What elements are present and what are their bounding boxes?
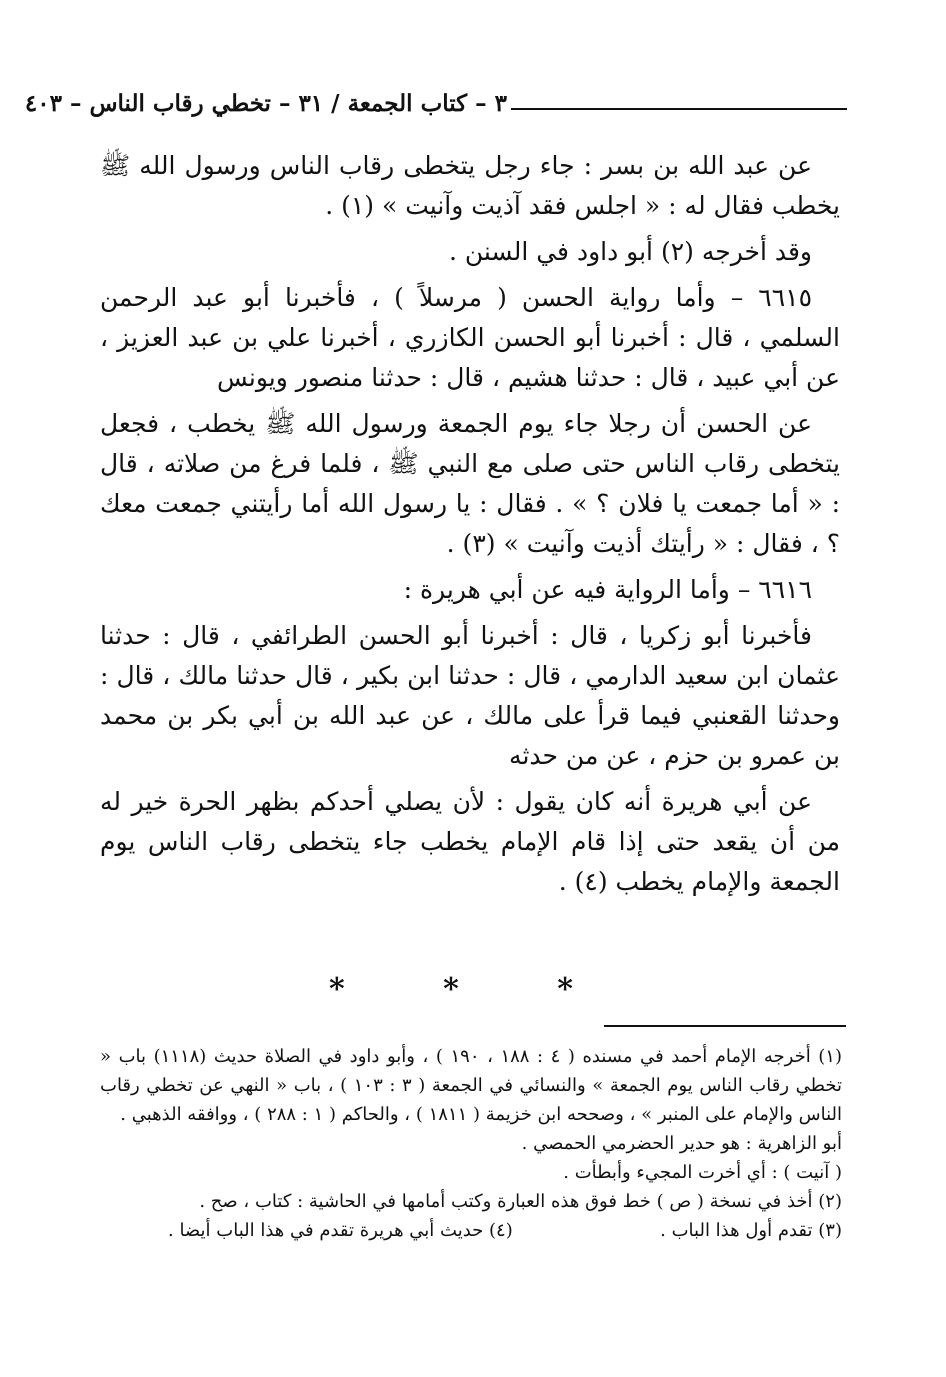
running-header: [24, 86, 847, 126]
paragraph-abu-hurayra-isnad: فأخبرنا أبو زكريا ، قال : أخبرنا أبو الحسن الطرائفي ، قال : حدثنا عثمان ابن سعيد الدارمي ، قال : حدثنا ابن بكير ، قال حدثنا مالك ، قال : وحدثنا القعنبي فيما قرأ على مالك ، عن عبد الله بن أبي بكر بن محمد بن عمرو بن حزم ، عن من حدثه: [100, 621, 840, 770]
footnote-row-3-4: [100, 1216, 842, 1245]
paragraph-abu-dawud: وقد أخرجه (٢) أبو داود في السنن .: [448, 237, 812, 266]
paragraph-6616-heading: ٦٦١٦ – وأما الرواية فيه عن أبي هريرة :: [403, 575, 812, 604]
footnote-aanayta: ( آنيت ) : أي أخرت المجيء وأبطأت .: [563, 1162, 842, 1183]
paragraph-hasan-matn: عن الحسن أن رجلا جاء يوم الجمعة ورسول الله ﷺ يخطب ، فجعل يتخطى رقاب الناس حتى صلى مع النبي ﷺ ، فلما فرغ من صلاته ، قال : « أما جمعت يا فلان ؟ » . فقال : يا رسول الله أما رأيتني جمعت معك ؟ ، فقال : « رأيتك أذيت وآنيت » (٣) .: [100, 409, 840, 558]
footnote-zahiriyya: أبو الزاهرية : هو حدير الحضرمي الحمصي .: [521, 1133, 842, 1154]
footnote-4: (٤) حديث أبي هريرة تقدم في هذا الباب أيضا .: [168, 1220, 513, 1241]
header-rule: [511, 108, 847, 110]
footnote-rule: [604, 1025, 846, 1027]
section-separator: * * *: [329, 972, 617, 1007]
footnotes: [100, 1042, 842, 1245]
running-title: ٣ – كتاب الجمعة / ٣١ – تخطي رقاب الناس – ٤٠٣: [24, 90, 507, 117]
paragraph-abu-hurayra-matn: عن أبي هريرة أنه كان يقول : لأن يصلي أحدكم بظهر الحرة خير له من أن يقعد حتى إذا قام الإمام يخطب جاء يتخطى رقاب الناس يوم الجمعة والإمام يخطب (٤) .: [100, 787, 840, 896]
paragraph-hadith-abdullah: عن عبد الله بن بسر : جاء رجل يتخطى رقاب الناس ورسول الله ﷺ يخطب فقال له : « اجلس فقد آذيت وآنيت » (١) .: [100, 151, 840, 220]
footnote-1: (١) أخرجه الإمام أحمد في مسنده ( ٤ : ١٨٨ ، ١٩٠ ) ، وأبو داود في الصلاة حديث (١١١٨) باب « تخطي رقاب الناس يوم الجمعة » والنسائي في الجمعة ( ٣ : ١٠٣ ) ، باب « النهي عن تخطي رقاب الناس والإمام على المنبر » ، وصححه ابن خزيمة ( ١٨١١ ) ، والحاكم ( ١ : ٢٨٨ ) ، ووافقه الذهبي .: [100, 1046, 843, 1125]
main-text: [100, 146, 840, 908]
paragraph-6615-isnad: ٦٦١٥ – وأما رواية الحسن ( مرسلاً ) ، فأخبرنا أبو عبد الرحمن السلمي ، قال : أخبرنا أبو الحسن الكازري ، أخبرنا علي بن عبد العزيز ، عن أبي عبيد ، قال : حدثنا هشيم ، قال : حدثنا منصور ويونس: [100, 283, 840, 392]
footnote-3: (٣) تقدم أول هذا الباب .: [660, 1220, 842, 1241]
footnote-2: (٢) أخذ في نسخة ( ص ) خط فوق هذه العبارة وكتب أمامها في الحاشية : كتاب ، صح .: [199, 1191, 842, 1212]
